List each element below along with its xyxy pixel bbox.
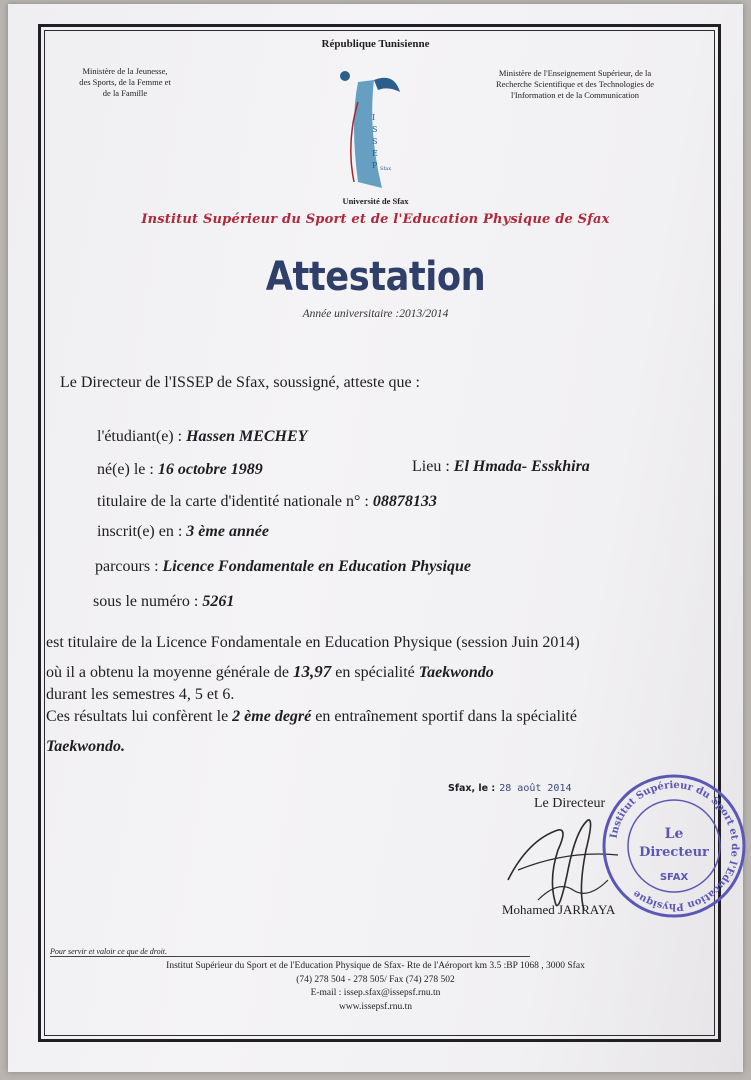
intro-statement: Le Directeur de l'ISSEP de Sfax, soussigné, atteste que : (60, 374, 420, 391)
date-row (448, 778, 572, 796)
footer-phones: (74) 278 504 - 278 505/ Fax (74) 278 502 (296, 974, 455, 985)
body-line-5-specialty: Taekwondo. (46, 738, 125, 755)
track-label: parcours : (95, 558, 159, 575)
birth-date: 16 octobre 1989 (157, 461, 263, 478)
registration-number: 5261 (202, 593, 235, 610)
director-name: Mohamed JARRAYA (502, 902, 616, 917)
logo-letter-s1: S (372, 125, 378, 134)
stamp-line-directeur: Directeur (639, 845, 709, 860)
birth-row (97, 461, 263, 479)
logo-letter-p: P (372, 161, 378, 170)
body-line-1: est titulaire de la Licence Fondamentale en Education Physique (session Juin 2014) (46, 634, 580, 651)
date-label: Sfax, le : (448, 783, 496, 794)
footer-address: Institut Supérieur du Sport et de l'Education Physique de Sfax- Rte de l'Aéroport km 3.5 :BP 1068 , 3000 Sfax (166, 961, 585, 971)
id-number: 08878133 (372, 493, 437, 510)
issep-logo (328, 62, 424, 198)
institute-name: Institut Supérieur du Sport et de l'Education Physique de Sfax (141, 212, 610, 227)
official-stamp (600, 772, 748, 920)
student-label: l'étudiant(e) : (97, 428, 183, 445)
stamp-line-le: Le (664, 826, 684, 842)
average-grade: 13,97 (293, 662, 332, 681)
body-line-2: où il a obtenu la moyenne générale de 13,97 en spécialité Taekwondo (46, 662, 494, 681)
footer-email: E-mail : issep.sfax@issepsf.rnu.tn (310, 988, 441, 998)
birth-place: El Hmada- Esskhira (453, 458, 590, 475)
footer-divider (50, 956, 530, 957)
registration-label: sous le numéro : (93, 593, 199, 610)
id-row (97, 493, 437, 511)
republic-heading: République Tunisienne (321, 38, 430, 50)
logo-letter-s2: S (372, 137, 378, 146)
student-row (97, 428, 307, 446)
enrollment-row (97, 523, 269, 541)
validity-note: Pour servir et valoir ce que de droit. (50, 947, 168, 956)
birth-label: né(e) le : (97, 461, 154, 478)
registration-row (93, 593, 234, 611)
place-label: Lieu : (412, 458, 450, 475)
place-row (412, 458, 590, 476)
director-title: Le Directeur (534, 796, 606, 811)
specialty: Taekwondo (418, 664, 494, 681)
stamp-line-sfax: SFAX (659, 872, 689, 883)
footer-website: www.issepsf.rnu.tn (338, 1001, 412, 1012)
logo-letter-e: E (372, 149, 378, 158)
logo-letter-i: I (372, 113, 376, 122)
enrollment-label: inscrit(e) en : (97, 523, 183, 540)
footer-contact (0, 960, 751, 1014)
body-line-3: durant les semestres 4, 5 et 6. (46, 686, 235, 703)
academic-year: Année universitaire :2013/2014 (302, 308, 449, 320)
logo-suffix: Sfax (380, 166, 392, 172)
id-label: titulaire de la carte d'identité nationale n° : (97, 493, 369, 510)
ministry-youth: Ministère de la Jeunesse, des Sports, de la Femme et de la Famille (79, 66, 171, 98)
enrollment-year: 3 ème année (186, 523, 269, 540)
body-line-4: Ces résultats lui confèrent le 2 ème degré en entraînement sportif dans la spécialité (46, 708, 577, 725)
stamp-ring-text: Institut Supérieur du Sport et de l'Education Physique (608, 779, 741, 913)
ministry-higher-education: Ministère de l'Enseignement Supérieur, de la Recherche Scientifique et des Technologies de l'Information et de la Communication (495, 68, 655, 100)
document-title: Attestation (265, 254, 486, 300)
student-name: Hassen MECHEY (186, 428, 308, 445)
track-row (95, 558, 471, 576)
university-name: Université de Sfax (342, 196, 409, 206)
coaching-degree: 2 ème degré (232, 708, 312, 725)
signature-date: 28 août 2014 (499, 783, 572, 794)
track-value: Licence Fondamentale en Education Physique (162, 558, 471, 575)
